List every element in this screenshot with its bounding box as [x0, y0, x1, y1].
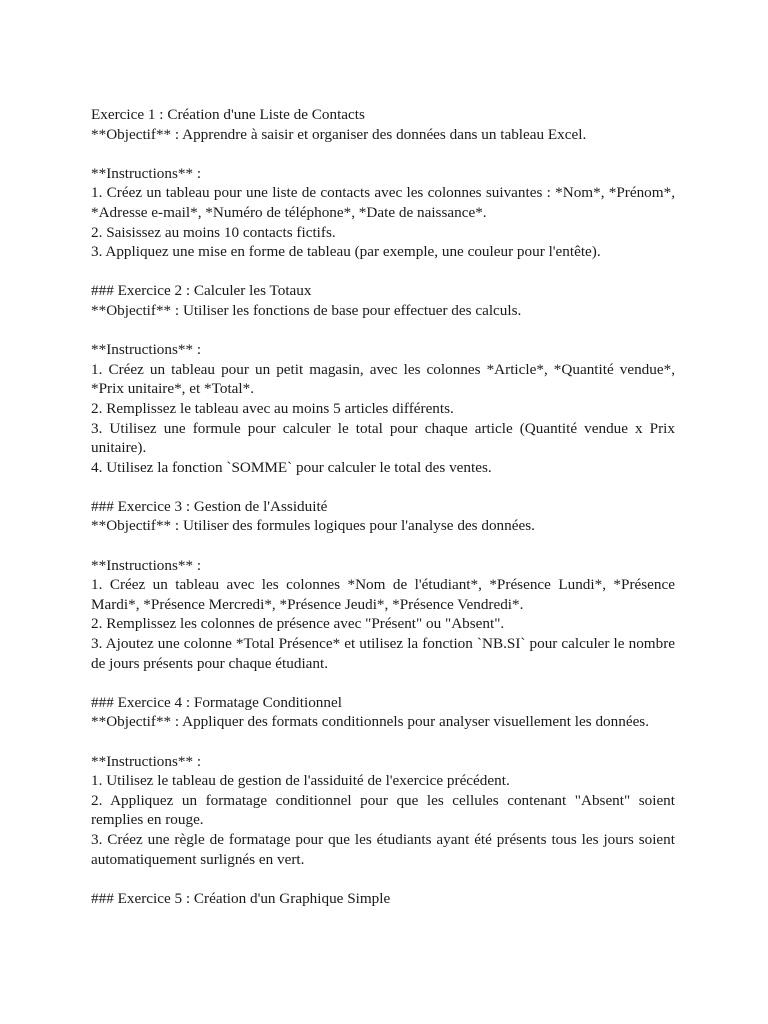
blank-line [91, 732, 675, 752]
exercise-4-objective: **Objectif** : Appliquer des formats conditionnels pour analyser visuellement les données. [91, 713, 650, 731]
blank-line [91, 321, 675, 341]
blank-line [91, 673, 675, 693]
exercise-3-step-1: 1. Créez un tableau avec les colonnes *Nom de l'étudiant*, *Présence Lundi*, *Présence Mardi*, *Présence Mercredi*, *Présence Jeudi*, *Présence Vendredi*. [91, 576, 679, 613]
exercise-4-step-2: 2. Appliquez un formatage conditionnel pour que les cellules contenant "Absent" soient remplies en rouge. [91, 791, 679, 829]
exercise-5-heading: ### Exercice 5 : Création d'un Graphique Simple [91, 889, 391, 907]
exercise-4-step-1: 1. Utilisez le tableau de gestion de l'assiduité de l'exercice précédent. [91, 772, 510, 790]
exercise-2-objective: **Objectif** : Utiliser les fonctions de base pour effectuer des calculs. [91, 301, 522, 319]
exercise-1-step-3: 3. Appliquez une mise en forme de tableau (par exemple, une couleur pour l'entête). [91, 243, 601, 261]
exercise-2-step-4: 4. Utilisez la fonction `SOMME` pour calculer le total des ventes. [91, 458, 492, 476]
exercise-1-objective: **Objectif** : Apprendre à saisir et organiser des données dans un tableau Excel. [91, 125, 587, 143]
blank-line [91, 144, 675, 164]
exercise-2-step-2: 2. Remplissez le tableau avec au moins 5 articles différents. [91, 399, 454, 417]
exercise-3-step-2: 2. Remplissez les colonnes de présence avec "Présent" ou "Absent". [91, 615, 505, 633]
document-body [91, 105, 679, 908]
exercise-1-heading: Exercice 1 : Création d'une Liste de Contacts [91, 106, 365, 123]
blank-line [91, 262, 675, 282]
exercise-3-objective: **Objectif** : Utiliser des formules logiques pour l'analyse des données. [91, 517, 535, 535]
exercise-3-heading: ### Exercice 3 : Gestion de l'Assiduité [91, 497, 328, 515]
exercise-3-step-3: 3. Ajoutez une colonne *Total Présence* et utilisez la fonction `NB.SI` pour calculer le nombre de jours présents pour chaque étudiant. [91, 635, 679, 672]
blank-line [91, 477, 675, 497]
exercise-1-step-1: 1. Créez un tableau pour une liste de contacts avec les colonnes suivantes : *Nom*, *Prénom*, *Adresse e-mail*, *Numéro de téléphone*, *Date de naissance*. [91, 184, 679, 221]
blank-line [91, 536, 675, 556]
exercise-1-step-2: 2. Saisissez au moins 10 contacts fictifs. [91, 223, 336, 241]
exercise-4-step-3: 3. Créez une règle de formatage pour que les étudiants ayant été présents tous les jours soient automatiquement surlignés en vert. [91, 830, 679, 868]
exercise-4-instructions-label: **Instructions** : [91, 752, 202, 770]
exercise-2-step-3: 3. Utilisez une formule pour calculer le total pour chaque article (Quantité vendue x Prix unitaire). [91, 419, 679, 457]
exercise-2-instructions-label: **Instructions** : [91, 341, 202, 359]
exercise-4-heading: ### Exercice 4 : Formatage Conditionnel [91, 693, 342, 711]
exercise-2-step-1: 1. Créez un tableau pour un petit magasin, avec les colonnes *Article*, *Quantité vendue*, *Prix unitaire*, et *Total*. [91, 360, 679, 398]
exercise-1-instructions-label: **Instructions** : [91, 164, 202, 182]
exercise-2-heading: ### Exercice 2 : Calculer les Totaux [91, 282, 312, 300]
exercise-3-instructions-label: **Instructions** : [91, 556, 202, 574]
blank-line [91, 869, 675, 889]
